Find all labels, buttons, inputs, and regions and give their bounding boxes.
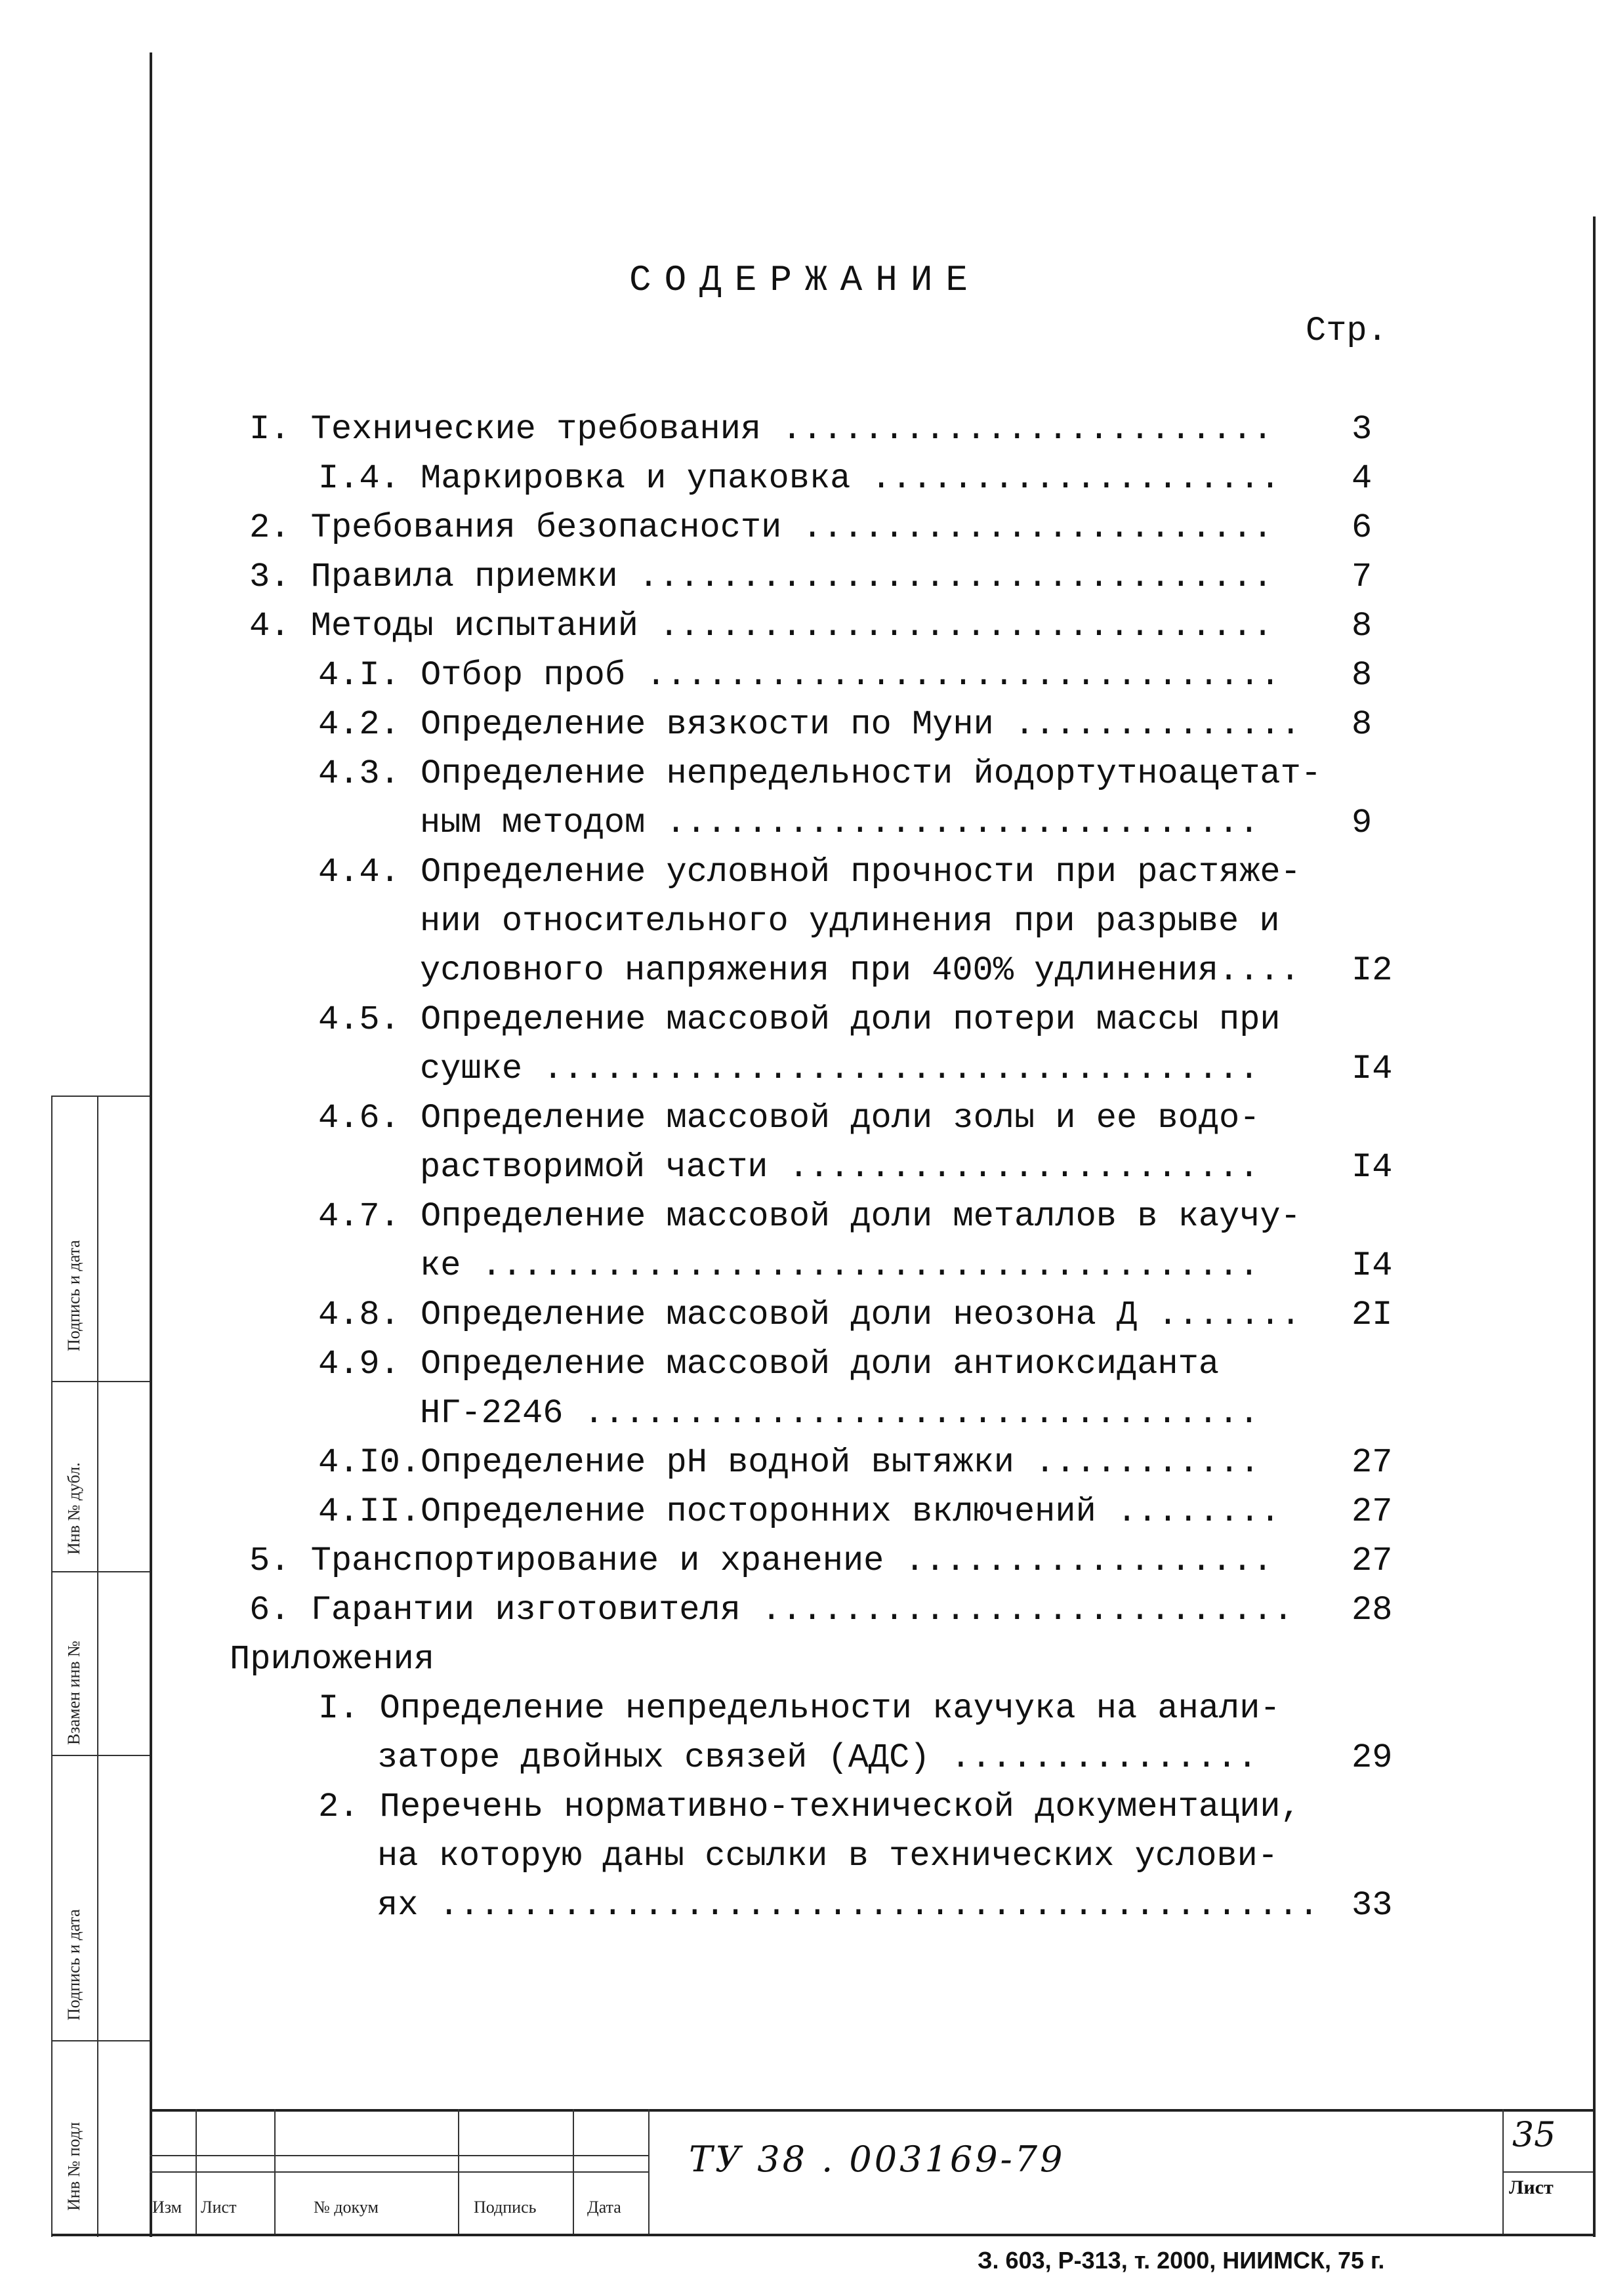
toc-row (230, 1197, 1411, 1246)
toc-row (230, 1246, 1411, 1296)
side-strip-mid-line (97, 1096, 98, 2237)
toc-row (230, 1099, 1411, 1148)
toc-row (230, 1591, 1411, 1640)
toc-entry-page: 33 (1352, 1886, 1393, 1925)
toc-row (230, 656, 1411, 705)
toc-row (230, 1640, 1411, 1689)
stamp-col-izm: Изм (152, 2198, 182, 2217)
toc-entry-page: 7 (1352, 558, 1373, 596)
side-strip-divider-4 (51, 2040, 150, 2041)
page-column-label: Стр. (1306, 312, 1388, 350)
toc-entry-text: 4.5. Определение массовой доли потери массы при (318, 1000, 1281, 1039)
toc-entry-page: I4 (1352, 1246, 1393, 1285)
title-block-bottom-line (51, 2234, 1593, 2236)
toc-row (230, 1050, 1411, 1099)
toc-entry-page: 2I (1352, 1296, 1393, 1334)
side-label-signature-date-2: Подпись и дата (64, 1909, 83, 2020)
toc-entry-text: 3. Правила приемки ............................... (249, 558, 1273, 596)
toc-entry-text: растворимой части ....................... (420, 1148, 1260, 1187)
toc-entry-text: заторе двойных связей (АДС) ............... (377, 1738, 1258, 1777)
title-block-top-line (150, 2109, 1593, 2112)
side-strip-top-line (51, 1096, 150, 1097)
toc-row (230, 1345, 1411, 1394)
toc-entry-page: 8 (1352, 705, 1373, 744)
sheet-label: Лист (1509, 2177, 1554, 2198)
toc-row (230, 1738, 1411, 1788)
toc-row (230, 459, 1411, 508)
toc-entry-text: 4.2. Определение вязкости по Муни .............. (318, 705, 1301, 744)
toc-entry-text: 5. Транспортирование и хранение .................. (249, 1542, 1273, 1580)
side-label-replace-inv: Взамен инв № (64, 1641, 83, 1745)
toc-row (230, 1788, 1411, 1837)
title-block-col-2 (274, 2109, 276, 2234)
print-info: З. 603, Р-313, т. 2000, НИИМСК, 75 г. (978, 2247, 1385, 2274)
toc-entry-page: 27 (1352, 1443, 1393, 1482)
toc-entry-text: нии относительного удлинения при разрыве и (420, 902, 1280, 941)
toc-row (230, 410, 1411, 459)
toc-row (230, 558, 1411, 607)
toc-row (230, 804, 1411, 853)
toc-entry-text: 4.I. Отбор проб ............................... (318, 656, 1281, 695)
toc-entry-page: 8 (1352, 607, 1373, 646)
toc-entry-text: ях ........................................... (377, 1886, 1319, 1925)
side-label-inv-dubl: Инв № дубл. (64, 1462, 83, 1555)
toc-entry-page: 8 (1352, 656, 1373, 695)
toc-entry-page: I4 (1352, 1050, 1393, 1088)
toc-entry-text: на которую даны ссылки в технических услови- (377, 1837, 1279, 1876)
document-code: ТУ 38 . 003169-79 (689, 2139, 1065, 2180)
toc-entry-text: сушке ................................... (420, 1050, 1260, 1088)
toc-row (230, 1689, 1411, 1738)
side-strip-divider-3 (51, 1755, 150, 1756)
toc-row (230, 1542, 1411, 1591)
toc-entry-text: 4.4. Определение условной прочности при растяже- (318, 853, 1301, 892)
toc-entry-text: ке ...................................... (420, 1246, 1260, 1285)
toc-entry-text: 2. Требования безопасности ....................... (249, 508, 1273, 547)
toc-row (230, 1394, 1411, 1443)
toc-row (230, 902, 1411, 951)
toc-entry-page: 4 (1352, 459, 1373, 498)
right-frame-line (1593, 216, 1596, 2237)
stamp-col-doc-no: № докум (314, 2198, 379, 2217)
toc-entry-text: Приложения (230, 1640, 435, 1679)
stamp-col-list: Лист (201, 2198, 237, 2217)
toc-entry-page: 6 (1352, 508, 1373, 547)
toc-entry-text: 6. Гарантии изготовителя .......................... (249, 1591, 1294, 1630)
toc-row (230, 951, 1411, 1000)
toc-entry-text: 4.I0.Определение pH водной вытяжки ........... (318, 1443, 1260, 1482)
toc-entry-text: 4.6. Определение массовой доли золы и ее водо- (318, 1099, 1260, 1138)
toc-entry-page: 29 (1352, 1738, 1393, 1777)
toc-entry-page: 27 (1352, 1492, 1393, 1531)
title-block-sheet-divider (1502, 2171, 1593, 2173)
binding-margin-line (150, 52, 152, 2237)
table-of-contents (230, 410, 1411, 1935)
toc-entry-text: 4.3. Определение непредельности йодортутноацетат- (318, 754, 1322, 793)
toc-entry-text: НГ-2246 ................................. (420, 1394, 1260, 1433)
toc-entry-text: 2. Перечень нормативно-технической документации, (318, 1788, 1301, 1826)
toc-entry-text: 4.7. Определение массовой доли металлов в каучу- (318, 1197, 1301, 1236)
toc-entry-text: 4. Методы испытаний .............................. (249, 607, 1273, 646)
title-block-col-4 (573, 2109, 574, 2234)
toc-entry-text: условного напряжения при 400% удлинения.... (420, 951, 1300, 990)
toc-entry-page: 28 (1352, 1591, 1393, 1630)
toc-entry-text: 4.9. Определение массовой доли антиоксиданта (318, 1345, 1220, 1384)
toc-row (230, 1886, 1411, 1935)
toc-row (230, 1443, 1411, 1492)
toc-entry-page: 27 (1352, 1542, 1393, 1580)
toc-entry-page: I4 (1352, 1148, 1393, 1187)
toc-row (230, 1000, 1411, 1050)
toc-row (230, 705, 1411, 754)
toc-row (230, 853, 1411, 902)
toc-entry-page: 3 (1352, 410, 1373, 449)
toc-row (230, 508, 1411, 558)
side-label-signature-date-1: Подпись и дата (64, 1240, 83, 1351)
toc-entry-text: ным методом ............................. (420, 804, 1260, 842)
toc-entry-text: I. Технические требования ........................ (249, 410, 1273, 449)
side-strip-divider-2 (51, 1571, 150, 1572)
toc-entry-text: 4.II.Определение посторонних включений ........ (318, 1492, 1281, 1531)
stamp-col-date: Дата (587, 2198, 621, 2217)
title-block-col-5 (648, 2109, 650, 2234)
toc-row (230, 1148, 1411, 1197)
toc-row (230, 1296, 1411, 1345)
title-block-col-3 (458, 2109, 459, 2234)
stamp-col-signature: Подпись (474, 2198, 537, 2217)
toc-entry-page: 9 (1352, 804, 1373, 842)
toc-row (230, 607, 1411, 656)
sheet-number: 35 (1512, 2116, 1556, 2155)
toc-entry-text: 4.8. Определение массовой доли неозона Д ....... (318, 1296, 1301, 1334)
toc-row (230, 754, 1411, 804)
page-title: СОДЕРЖАНИЕ (629, 259, 981, 301)
toc-row (230, 1492, 1411, 1542)
toc-entry-page: I2 (1352, 951, 1393, 990)
side-label-inv-podl: Инв № подл (64, 2122, 83, 2211)
title-block-col-1 (196, 2109, 197, 2234)
side-strip-left-line (51, 1096, 52, 2237)
toc-row (230, 1837, 1411, 1886)
side-strip-divider-1 (51, 1381, 150, 1382)
toc-entry-text: I.4. Маркировка и упаковка .................... (318, 459, 1281, 498)
toc-entry-text: I. Определение непредельности каучука на анали- (318, 1689, 1281, 1728)
